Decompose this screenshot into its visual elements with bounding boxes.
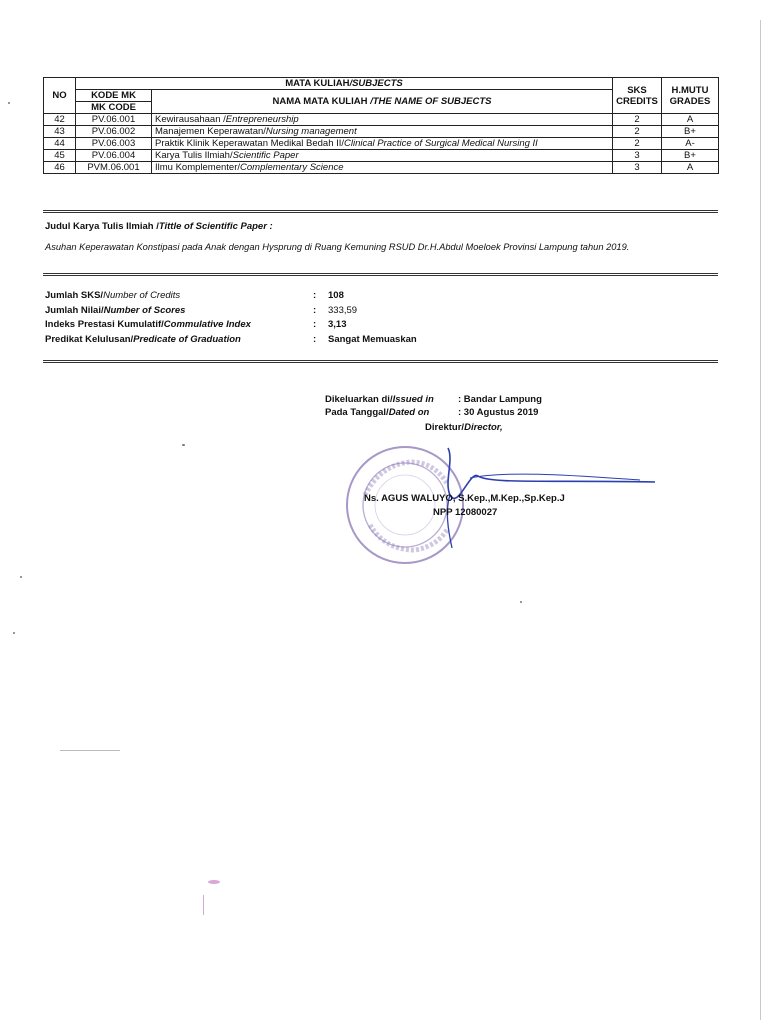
- summary-colon: :: [313, 333, 317, 345]
- summary-row-predicate: [45, 334, 645, 349]
- summary-label-id: Predikat Kelulusan/: [45, 333, 134, 345]
- row-code: PV.06.002: [76, 126, 152, 138]
- thesis-title: Asuhan Keperawatan Konstipasi pada Anak dengan Hysprung di Ruang Kemuning RSUD Dr.H.Abdul Moeloek Provinsi Lampung tahun 2019.: [45, 242, 630, 252]
- summary-value: 108: [328, 290, 344, 301]
- row-subject: [152, 162, 613, 174]
- row-no: 44: [44, 138, 76, 150]
- row-subject-name-en: Clinical Practice of Surgical Medical Nursing II: [344, 138, 538, 149]
- row-grade: B+: [662, 150, 719, 162]
- scan-speck: [13, 632, 15, 634]
- summary-row-scores: [45, 305, 645, 320]
- row-no: 46: [44, 162, 76, 174]
- row-credits: 2: [613, 138, 662, 150]
- row-subject-name: Kewirausahaan /: [155, 114, 226, 125]
- issuance-block: [325, 394, 625, 420]
- row-subject-name: Manajemen Keperawatan/: [155, 126, 266, 137]
- row-grade: A-: [662, 138, 719, 150]
- row-subject-name-en: Nursing management: [265, 126, 357, 137]
- issued-date-label-en: Dated on: [388, 407, 430, 418]
- row-credits: 2: [613, 126, 662, 138]
- scan-speck: [520, 601, 522, 603]
- scan-speck: [60, 750, 120, 751]
- summary-label: [45, 334, 241, 345]
- thesis-label: [45, 221, 273, 232]
- scan-speck: [8, 102, 10, 104]
- academic-summary: [45, 290, 645, 348]
- table-row: [44, 150, 719, 162]
- header-mutu-text: H.MUTU: [671, 84, 709, 96]
- row-subject-name-en: Entrepreneurship: [225, 114, 299, 125]
- issued-place-label-id: Dikeluarkan di/: [325, 394, 393, 405]
- row-subject: [152, 150, 613, 162]
- thesis-label-en: Tittle of Scientific Paper :: [158, 221, 273, 232]
- header-code-en: MK CODE: [76, 102, 152, 114]
- row-no: 42: [44, 114, 76, 126]
- thesis-label-text: Judul Karya Tulis Ilmiah /: [45, 221, 159, 232]
- table-row: [44, 126, 719, 138]
- issued-place-value: : Bandar Lampung: [458, 394, 542, 405]
- issued-date-label-id: Pada Tanggal/: [325, 407, 389, 418]
- director-label-id: Direktur/: [425, 422, 465, 433]
- grades-table: [43, 77, 719, 174]
- row-grade: A: [662, 162, 719, 174]
- summary-label: [45, 319, 251, 330]
- row-subject-name: Karya Tulis Ilmiah/: [155, 150, 233, 161]
- issued-place-row: [325, 394, 625, 407]
- summary-label-en: Number of Credits: [103, 290, 181, 301]
- header-sks: [613, 78, 662, 114]
- row-code: PV.06.001: [76, 114, 152, 126]
- header-grades-text: GRADES: [669, 95, 711, 107]
- row-subject-name: Praktik Klinik Keperawatan Medikal Bedah II/: [155, 138, 345, 149]
- summary-colon: :: [313, 304, 317, 316]
- header-subject-name-en: /THE NAME OF SUBJECTS: [370, 96, 492, 107]
- row-subject-name: Ilmu Komplementer/: [155, 162, 241, 173]
- row-subject-name-en: Complementary Science: [240, 162, 344, 173]
- summary-label-en: Predicate of Graduation: [133, 333, 241, 345]
- row-credits: 3: [613, 162, 662, 174]
- table-row: [44, 162, 719, 174]
- summary-label-en: Number of Scores: [103, 304, 186, 316]
- issued-date-label: [325, 407, 429, 418]
- header-subjects-group: [76, 78, 613, 90]
- summary-label-id: Jumlah SKS/: [45, 290, 104, 301]
- row-code: PV.06.003: [76, 138, 152, 150]
- scan-speck: [203, 895, 204, 915]
- summary-label-en: Commulative Index: [163, 319, 251, 330]
- header-subjects-group-text: MATA KULIAH: [285, 78, 350, 89]
- summary-label: [45, 290, 180, 301]
- header-credits-text: CREDITS: [616, 95, 658, 107]
- row-grade: A: [662, 114, 719, 126]
- scan-speck: [182, 444, 185, 446]
- issued-date-value: : 30 Agustus 2019: [458, 407, 539, 418]
- row-no: 45: [44, 150, 76, 162]
- signer-name: Ns. AGUS WALUYO, S.Kep.,M.Kep.,Sp.Kep.J: [364, 493, 565, 504]
- summary-row-index: [45, 319, 645, 334]
- divider-line: [43, 210, 718, 213]
- summary-label-id: Indeks Prestasi Kumulatif/: [45, 319, 164, 330]
- summary-value: 333,59: [328, 304, 358, 316]
- summary-colon: :: [313, 290, 317, 301]
- divider-line: [43, 273, 718, 276]
- divider-line: [43, 360, 718, 363]
- summary-value: 3,13: [328, 319, 347, 330]
- row-subject-name-en: Scientific Paper: [232, 150, 299, 161]
- header-code-id: KODE MK: [76, 90, 152, 102]
- summary-colon: :: [313, 319, 317, 330]
- issued-place-label-en: Issued in: [392, 394, 434, 405]
- header-subject-name: [152, 90, 613, 114]
- row-subject: [152, 126, 613, 138]
- scan-speck: [208, 880, 220, 884]
- row-grade: B+: [662, 126, 719, 138]
- row-credits: 2: [613, 114, 662, 126]
- summary-label: [45, 305, 185, 316]
- row-credits: 3: [613, 150, 662, 162]
- header-subject-name-text: NAMA MATA KULIAH: [272, 96, 368, 107]
- table-row: [44, 114, 719, 126]
- row-no: 43: [44, 126, 76, 138]
- signer-npp: NPP 12080027: [433, 507, 498, 518]
- director-title: [425, 422, 503, 433]
- header-grades: [662, 78, 719, 114]
- issued-place-label: [325, 394, 434, 405]
- director-label-en: Director,: [464, 422, 503, 433]
- issued-date-row: [325, 407, 625, 420]
- scan-speck: [20, 576, 22, 578]
- header-sks-text: SKS: [627, 84, 647, 96]
- page-edge-line: [760, 20, 761, 1020]
- summary-row-credits: [45, 290, 645, 305]
- header-no: NO: [44, 78, 76, 114]
- header-subjects-group-en: /SUBJECTS: [349, 78, 403, 89]
- row-code: PVM.06.001: [76, 162, 152, 174]
- row-subject: [152, 138, 613, 150]
- summary-label-id: Jumlah Nilai/: [45, 304, 104, 316]
- row-code: PV.06.004: [76, 150, 152, 162]
- summary-value: Sangat Memuaskan: [328, 333, 417, 345]
- table-row: [44, 138, 719, 150]
- row-subject: [152, 114, 613, 126]
